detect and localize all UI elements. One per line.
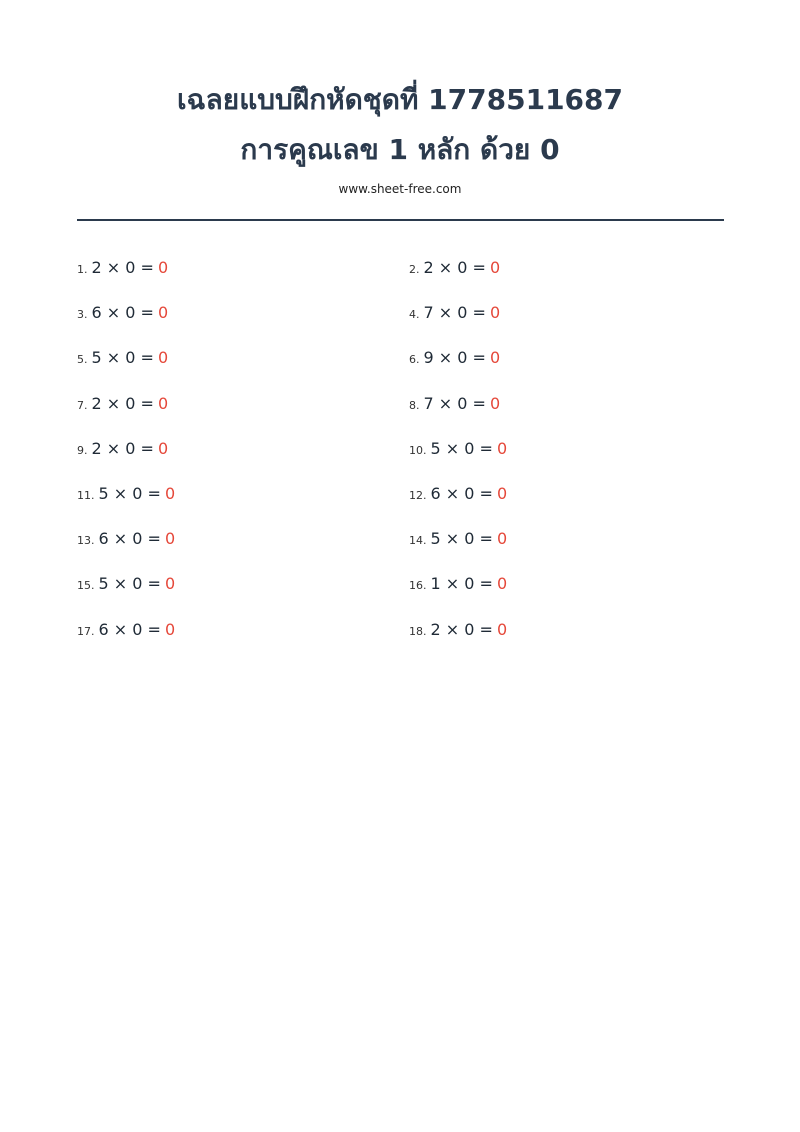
problem-item xyxy=(77,433,409,465)
problem-number: 15. xyxy=(77,579,95,593)
problem-answer: 0 xyxy=(157,393,169,413)
problem-expression: 5 × 0 = xyxy=(430,529,493,549)
problem-answer: 0 xyxy=(157,438,169,458)
problem-expression: 7 × 0 = xyxy=(423,303,486,323)
problem-item xyxy=(409,433,737,465)
problem-answer: 0 xyxy=(164,483,176,503)
problem-number: 14. xyxy=(409,534,427,548)
problem-item xyxy=(77,568,409,600)
problem-expression: 5 × 0 = xyxy=(98,483,161,503)
problem-expression: 2 × 0 = xyxy=(91,438,154,458)
problem-expression: 6 × 0 = xyxy=(98,619,161,639)
problem-number: 11. xyxy=(77,488,95,502)
problem-number: 1. xyxy=(77,263,88,276)
problem-item xyxy=(77,388,409,420)
problem-item xyxy=(77,342,409,374)
problem-number: 2. xyxy=(409,263,420,276)
header-divider xyxy=(77,219,724,221)
problem-number: 16. xyxy=(409,579,427,593)
problem-answer: 0 xyxy=(164,619,176,639)
problem-item xyxy=(77,523,409,555)
problem-answer: 0 xyxy=(489,393,501,413)
worksheet-header xyxy=(0,82,800,197)
problem-item xyxy=(77,297,409,329)
problem-answer: 0 xyxy=(489,258,501,277)
problem-expression: 5 × 0 = xyxy=(430,438,493,458)
problem-expression: 2 × 0 = xyxy=(430,619,493,639)
problem-expression: 5 × 0 = xyxy=(98,574,161,594)
problem-answer: 0 xyxy=(496,529,508,549)
problem-number: 18. xyxy=(409,624,427,638)
problem-expression: 2 × 0 = xyxy=(91,258,154,277)
problem-expression: 2 × 0 = xyxy=(91,393,154,413)
problem-expression: 2 × 0 = xyxy=(423,258,486,277)
problem-number: 12. xyxy=(409,488,427,502)
problem-item xyxy=(77,478,409,510)
page-subtitle: การคูณเลข 1 หลัก ด้วย 0 xyxy=(240,133,560,166)
problem-answer: 0 xyxy=(496,619,508,639)
problem-expression: 9 × 0 = xyxy=(423,348,486,368)
problem-expression: 1 × 0 = xyxy=(430,574,493,594)
problem-answer: 0 xyxy=(157,303,169,323)
problem-item xyxy=(77,614,409,646)
problem-number: 3. xyxy=(77,308,88,322)
problem-item xyxy=(409,478,737,510)
problem-expression: 6 × 0 = xyxy=(430,483,493,503)
problem-answer: 0 xyxy=(496,483,508,503)
problem-expression: 7 × 0 = xyxy=(423,393,486,413)
problem-expression: 6 × 0 = xyxy=(98,529,161,549)
problem-answer: 0 xyxy=(164,529,176,549)
problem-answer: 0 xyxy=(157,258,169,277)
problem-answer: 0 xyxy=(489,348,501,368)
problem-item xyxy=(409,342,737,374)
problem-expression: 6 × 0 = xyxy=(91,303,154,323)
problem-number: 4. xyxy=(409,308,420,322)
problem-answer: 0 xyxy=(164,574,176,594)
problem-item xyxy=(409,252,737,284)
problem-item xyxy=(409,568,737,600)
problem-item xyxy=(409,297,737,329)
problem-item xyxy=(409,614,737,646)
problem-item xyxy=(409,388,737,420)
problem-answer: 0 xyxy=(496,574,508,594)
problem-expression: 5 × 0 = xyxy=(91,348,154,368)
problem-number: 8. xyxy=(409,398,420,412)
problem-number: 7. xyxy=(77,398,88,412)
problem-item xyxy=(409,523,737,555)
problem-number: 9. xyxy=(77,443,88,457)
website-label: www.sheet-free.com xyxy=(338,182,462,196)
problem-answer: 0 xyxy=(489,303,501,323)
problem-number: 10. xyxy=(409,443,427,457)
problem-list xyxy=(77,252,737,659)
problem-number: 6. xyxy=(409,353,420,367)
problem-number: 17. xyxy=(77,624,95,638)
page-title: เฉลยแบบฝึกหัดชุดที่ 1778511687 xyxy=(176,83,624,116)
problem-item xyxy=(77,252,409,284)
problem-answer: 0 xyxy=(157,348,169,368)
problem-number: 13. xyxy=(77,534,95,548)
problem-number: 5. xyxy=(77,353,88,367)
problem-answer: 0 xyxy=(496,438,508,458)
